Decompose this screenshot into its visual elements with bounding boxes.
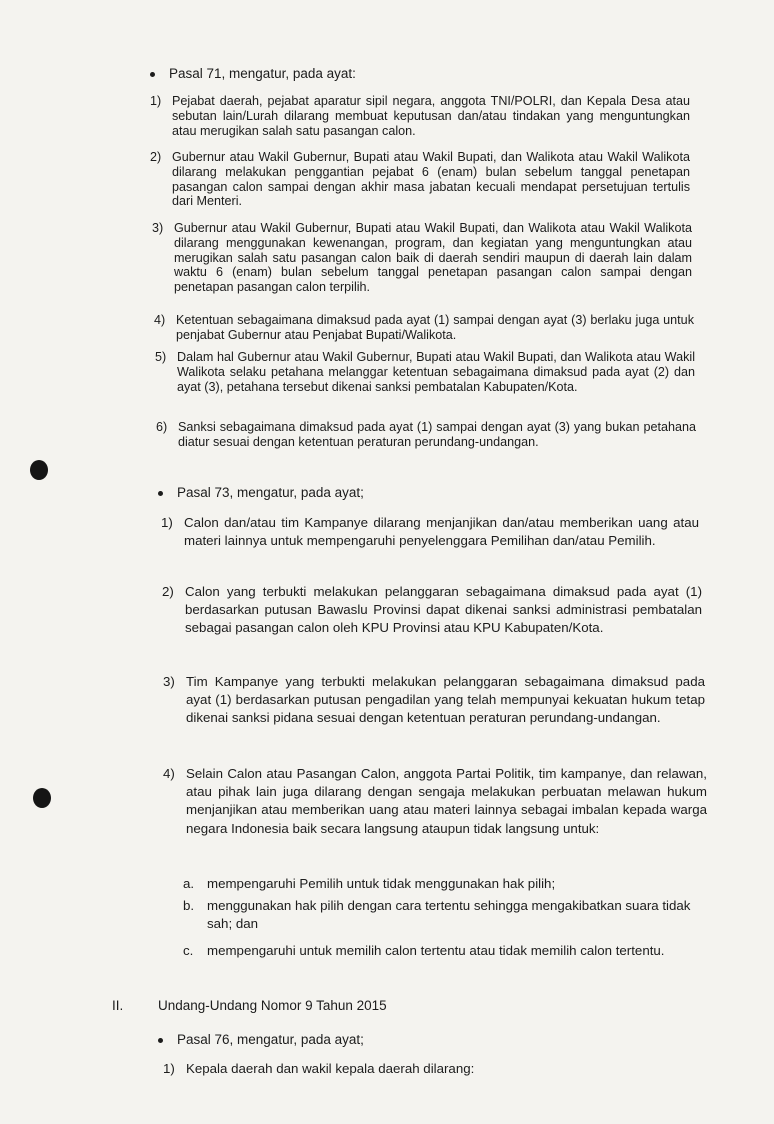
sub-list-item xyxy=(183,897,711,933)
item-number: 4) xyxy=(163,766,175,781)
pasal-73-heading xyxy=(158,485,364,500)
item-text: Tim Kampanye yang terbukti melakukan pelanggaran sebagaimana dimaksud pada ayat (1) berdasarkan putusan pengadilan yang telah mempunyai kekuatan hukum tetap dikenai sanksi pidana sesuai dengan ketentuan peraturan perundang-undangan. xyxy=(186,674,705,726)
title-text: Undang-Undang Nomor 9 Tahun 2015 xyxy=(158,998,387,1013)
subitem-text: menggunakan hak pilih dengan cara tertentu sehingga mengakibatkan suara tidak sah; dan xyxy=(207,898,691,932)
heading-text: Pasal 71, mengatur, pada ayat: xyxy=(169,66,356,81)
bullet-icon xyxy=(158,491,163,496)
list-item xyxy=(154,313,694,343)
item-text: Calon dan/atau tim Kampanye dilarang menjanjikan dan/atau memberikan uang atau materi lainnya untuk mempengaruhi penyelenggara Pemilihan dan/atau Pemilih. xyxy=(184,515,699,549)
subitem-text: mempengaruhi untuk memilih calon tertentu atau tidak memilih calon tertentu. xyxy=(207,943,665,958)
item-number: 3) xyxy=(152,221,164,235)
list-item xyxy=(161,514,699,550)
list-item xyxy=(163,765,707,838)
punch-hole xyxy=(33,788,51,808)
subitem-letter: c. xyxy=(183,943,194,958)
list-item xyxy=(156,420,696,450)
sub-list-item xyxy=(183,942,711,960)
list-item xyxy=(152,221,692,295)
pasal-71-heading xyxy=(150,66,356,81)
item-number: 1) xyxy=(163,1061,175,1076)
item-text: Gubernur atau Wakil Gubernur, Bupati atau Wakil Bupati, dan Walikota atau Wakil Walikota dilarang melakukan penggantian pejabat 6 (enam) bulan sebelum tanggal penetapan pasangan calon sampai dengan akhir masa jabatan kecuali mendapat persetujuan tertulis dari Menteri. xyxy=(172,150,690,209)
item-number: 3) xyxy=(163,674,175,689)
roman-numeral: II. xyxy=(112,998,124,1013)
list-item xyxy=(155,350,695,394)
bullet-icon xyxy=(150,72,155,77)
list-item xyxy=(163,673,705,728)
item-number: 2) xyxy=(150,150,162,164)
item-text: Sanksi sebagaimana dimaksud pada ayat (1) sampai dengan ayat (3) yang bukan petahana diatur sesuai dengan ketentuan peraturan perundang-undangan. xyxy=(178,420,696,449)
item-text: Selain Calon atau Pasangan Calon, anggota Partai Politik, tim kampanye, dan relawan, atau pihak lain juga dilarang dengan sengaja melakukan perbuatan melawan hukum menjanjikan atau memberikan uang atau materi lainnya sebagai imbalan kepada warga negara Indonesia baik secara langsung ataupun tidak langsung untuk: xyxy=(186,766,707,836)
item-number: 2) xyxy=(162,584,174,599)
sub-list-item xyxy=(183,875,708,893)
item-number: 6) xyxy=(156,420,168,434)
item-number: 4) xyxy=(154,313,166,327)
subitem-text: mempengaruhi Pemilih untuk tidak menggunakan hak pilih; xyxy=(207,876,556,891)
heading-text: Pasal 76, mengatur, pada ayat; xyxy=(177,1032,364,1047)
list-item xyxy=(162,583,702,638)
item-number: 1) xyxy=(161,515,173,530)
punch-hole xyxy=(30,460,48,480)
pasal-76-heading xyxy=(158,1032,364,1047)
subitem-letter: b. xyxy=(183,898,195,913)
list-item xyxy=(150,150,690,209)
item-text: Calon yang terbukti melakukan pelanggaran sebagaimana dimaksud pada ayat (1) berdasarkan putusan Bawaslu Provinsi dapat dikenai sanksi administrasi pembatalan sebagai pasangan calon oleh KPU Provinsi atau KPU Kabupaten/Kota. xyxy=(185,584,702,636)
item-text: Pejabat daerah, pejabat aparatur sipil negara, anggota TNI/POLRI, dan Kepala Desa atau sebutan lain/Lurah dilarang membuat keputusan dan/atau tindakan yang menguntungkan atau merugikan salah satu pasangan calon. xyxy=(172,94,690,138)
list-item xyxy=(163,1060,703,1078)
list-item xyxy=(150,94,690,138)
bullet-icon xyxy=(158,1038,163,1043)
item-text: Gubernur atau Wakil Gubernur, Bupati atau Wakil Bupati, dan Walikota atau Wakil Walikota dilarang menggunakan kewenangan, program, dan kegiatan yang menguntungkan atau merugikan salah satu pasangan calon baik di daerah sendiri maupun di daerah lain dalam waktu 6 (enam) bulan sebelum tanggal penetapan pasangan calon sampai dengan penetapan pasangan calon terpilih. xyxy=(174,221,692,295)
subitem-letter: a. xyxy=(183,876,195,891)
heading-text: Pasal 73, mengatur, pada ayat; xyxy=(177,485,364,500)
item-text: Kepala daerah dan wakil kepala daerah dilarang: xyxy=(186,1061,475,1076)
item-text: Dalam hal Gubernur atau Wakil Gubernur, Bupati atau Wakil Bupati, dan Walikota atau Wakil Walikota selaku petahana melanggar ketentuan sebagaimana dimaksud pada ayat (2) dan ayat (3), petahana tersebut dikenai sanksi pembatalan Kabupaten/Kota. xyxy=(177,350,695,394)
item-number: 1) xyxy=(150,94,162,108)
item-text: Ketentuan sebagaimana dimaksud pada ayat (1) sampai dengan ayat (3) berlaku juga untuk penjabat Gubernur atau Penjabat Bupati/Walikota. xyxy=(176,313,694,342)
item-number: 5) xyxy=(155,350,167,364)
section-title xyxy=(112,998,387,1013)
